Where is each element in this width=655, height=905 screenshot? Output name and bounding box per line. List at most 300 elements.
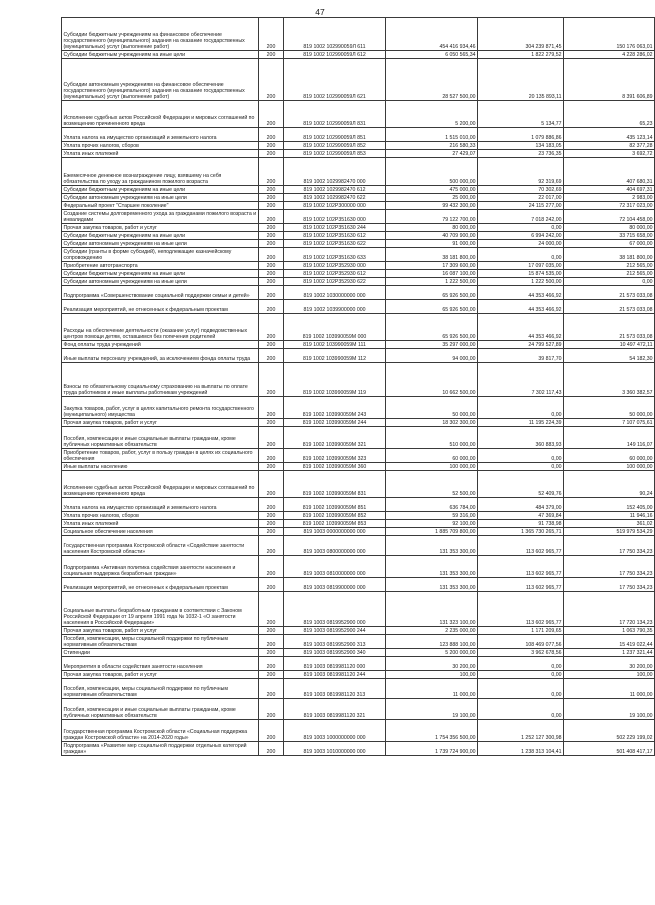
- line-code-cell: 200: [259, 270, 284, 278]
- executed-amount-cell: 108 469 077,56: [478, 635, 564, 649]
- table-row: [62, 742, 655, 756]
- approved-assignments-cell: 510 000,00: [386, 427, 478, 449]
- approved-assignments-cell: 1 739 724 900,00: [386, 742, 478, 756]
- line-code-cell: 200: [259, 671, 284, 679]
- expense-name-cell: Уплата иных платежей: [62, 150, 259, 158]
- executed-amount-cell: 0,00: [478, 699, 564, 720]
- approved-assignments-cell: 500 000,00: [386, 158, 478, 186]
- executed-amount-cell: 1 079 886,86: [478, 128, 564, 142]
- approved-assignments-cell: 19 100,00: [386, 699, 478, 720]
- unexecuted-amount-cell: 3 360 382,57: [564, 363, 655, 397]
- expense-name-cell: Взносы по обязательному социальному страхованию на выплаты по оплате труда работников и иные выплаты работникам учреждений: [62, 363, 259, 397]
- budget-classification-code-cell: 819 1002 102990059Л 852: [284, 142, 386, 150]
- unexecuted-amount-cell: 404 697,31: [564, 186, 655, 194]
- executed-amount-cell: 113 602 965,77: [478, 556, 564, 578]
- expense-name-cell: Пособия, компенсации и иные социальные выплаты гражданам, кроме публичных нормативных обязательств: [62, 427, 259, 449]
- approved-assignments-cell: 65 926 500,00: [386, 314, 478, 341]
- table-row: [62, 202, 655, 210]
- line-code-cell: 200: [259, 720, 284, 742]
- expense-name-cell: Субсидии автономным учреждениям на финансовое обеспечение государственного (муниципального) задания на оказание государственных (муниципальных) услуг (выполнение работ): [62, 59, 259, 101]
- expense-name-cell: Субсидии бюджетным учреждениям на иные цели: [62, 51, 259, 59]
- executed-amount-cell: 1 222 500,00: [478, 278, 564, 286]
- executed-amount-cell: 7 018 242,00: [478, 210, 564, 224]
- line-code-cell: 200: [259, 520, 284, 528]
- budget-classification-code-cell: 819 1003 0819981120 244: [284, 671, 386, 679]
- budget-classification-code-cell: 819 1002 102P352930 000: [284, 262, 386, 270]
- approved-assignments-cell: 1 885 709 800,00: [386, 528, 478, 536]
- unexecuted-amount-cell: 11 946,16: [564, 512, 655, 520]
- page-number: 47: [315, 7, 325, 17]
- line-code-cell: 200: [259, 314, 284, 341]
- budget-classification-code-cell: 819 1002 103990059М 853: [284, 520, 386, 528]
- budget-classification-code-cell: 819 1002 102990059Л 621: [284, 59, 386, 101]
- unexecuted-amount-cell: 212 565,00: [564, 270, 655, 278]
- table-row: [62, 463, 655, 471]
- approved-assignments-cell: 10 662 500,00: [386, 363, 478, 397]
- table-row: [62, 449, 655, 463]
- table-row: [62, 498, 655, 512]
- line-code-cell: 200: [259, 59, 284, 101]
- executed-amount-cell: 484 379,00: [478, 498, 564, 512]
- budget-classification-code-cell: 819 1002 103990059М 852: [284, 512, 386, 520]
- expense-name-cell: Приобретение товаров, работ, услуг в пользу граждан в целях их социального обеспечения: [62, 449, 259, 463]
- expense-name-cell: Прочая закупка товаров, работ и услуг: [62, 419, 259, 427]
- table-row: [62, 300, 655, 314]
- approved-assignments-cell: 16 087 100,00: [386, 270, 478, 278]
- unexecuted-amount-cell: 11 000,00: [564, 679, 655, 699]
- executed-amount-cell: 0,00: [478, 679, 564, 699]
- table-row: [62, 649, 655, 657]
- unexecuted-amount-cell: 212 565,00: [564, 262, 655, 270]
- executed-amount-cell: 23 736,35: [478, 150, 564, 158]
- line-code-cell: 200: [259, 649, 284, 657]
- budget-classification-code-cell: 819 1002 1029982470 000: [284, 158, 386, 186]
- table-row: [62, 427, 655, 449]
- budget-classification-code-cell: 819 1002 102990059Л 831: [284, 101, 386, 128]
- expense-name-cell: Прочая закупка товаров, работ и услуг: [62, 627, 259, 635]
- line-code-cell: 200: [259, 471, 284, 498]
- unexecuted-amount-cell: 82 377,28: [564, 142, 655, 150]
- budget-classification-code-cell: 819 1003 0819952900 340: [284, 649, 386, 657]
- budget-execution-table: [61, 17, 655, 756]
- executed-amount-cell: 0,00: [478, 463, 564, 471]
- expense-name-cell: Уплата налога на имущество организаций и земельного налога: [62, 128, 259, 142]
- executed-amount-cell: 39 817,70: [478, 349, 564, 363]
- unexecuted-amount-cell: 100 000,00: [564, 463, 655, 471]
- table-row: [62, 142, 655, 150]
- expense-name-cell: Ежемесячное денежное вознаграждение лицу, взявшему на себя обязательства по уходу за гражданином пожилого возраста: [62, 158, 259, 186]
- executed-amount-cell: 5 134,77: [478, 101, 564, 128]
- approved-assignments-cell: 80 000,00: [386, 224, 478, 232]
- expense-name-cell: Иные выплаты персоналу учреждений, за исключением фонда оплаты труда: [62, 349, 259, 363]
- table-row: [62, 592, 655, 627]
- unexecuted-amount-cell: 21 573 033,08: [564, 300, 655, 314]
- table-row: [62, 286, 655, 300]
- table-row: [62, 210, 655, 224]
- expense-name-cell: Фонд оплаты труда учреждений: [62, 341, 259, 349]
- executed-amount-cell: 0,00: [478, 449, 564, 463]
- unexecuted-amount-cell: 519 979 534,29: [564, 528, 655, 536]
- unexecuted-amount-cell: 54 182,30: [564, 349, 655, 363]
- expense-name-cell: Исполнение судебных актов Российской Федерации и мировых соглашений по возмещению причиненного вреда: [62, 471, 259, 498]
- unexecuted-amount-cell: 17 720 134,23: [564, 592, 655, 627]
- budget-classification-code-cell: 819 1002 103990059М 243: [284, 397, 386, 419]
- unexecuted-amount-cell: 50 000,00: [564, 397, 655, 419]
- line-code-cell: 200: [259, 536, 284, 556]
- unexecuted-amount-cell: 15 419 022,44: [564, 635, 655, 649]
- line-code-cell: 200: [259, 742, 284, 756]
- executed-amount-cell: 20 135 893,11: [478, 59, 564, 101]
- executed-amount-cell: 24 115 277,00: [478, 202, 564, 210]
- budget-classification-code-cell: 819 1002 102990059Л 851: [284, 128, 386, 142]
- expense-name-cell: Субсидии автономным учреждениям на иные цели: [62, 278, 259, 286]
- line-code-cell: 200: [259, 300, 284, 314]
- budget-classification-code-cell: 819 1003 0810000000 000: [284, 556, 386, 578]
- expense-name-cell: Реализация мероприятий, не отнесенных к федеральным проектам: [62, 578, 259, 592]
- table-row: [62, 578, 655, 592]
- budget-classification-code-cell: 819 1002 102P352930 622: [284, 278, 386, 286]
- unexecuted-amount-cell: 435 123,14: [564, 128, 655, 142]
- executed-amount-cell: 113 602 965,77: [478, 578, 564, 592]
- executed-amount-cell: 0,00: [478, 671, 564, 679]
- line-code-cell: 200: [259, 202, 284, 210]
- budget-classification-code-cell: 819 1003 1000000000 000: [284, 720, 386, 742]
- budget-classification-code-cell: 819 1002 102P351630 622: [284, 240, 386, 248]
- executed-amount-cell: 0,00: [478, 224, 564, 232]
- approved-assignments-cell: 636 784,00: [386, 498, 478, 512]
- budget-classification-code-cell: 819 1003 0819952900 244: [284, 627, 386, 635]
- unexecuted-amount-cell: 30 200,00: [564, 657, 655, 671]
- approved-assignments-cell: 35 297 000,00: [386, 341, 478, 349]
- approved-assignments-cell: 131 353 300,00: [386, 556, 478, 578]
- line-code-cell: 200: [259, 248, 284, 262]
- table-row: [62, 671, 655, 679]
- expense-name-cell: Федеральный проект "Старшее поколение": [62, 202, 259, 210]
- executed-amount-cell: 113 602 965,77: [478, 536, 564, 556]
- unexecuted-amount-cell: 149 116,07: [564, 427, 655, 449]
- executed-amount-cell: 17 097 035,00: [478, 262, 564, 270]
- approved-assignments-cell: 92 100,00: [386, 520, 478, 528]
- line-code-cell: 200: [259, 210, 284, 224]
- approved-assignments-cell: 91 000,00: [386, 240, 478, 248]
- executed-amount-cell: 7 302 117,43: [478, 363, 564, 397]
- approved-assignments-cell: 131 353 300,00: [386, 536, 478, 556]
- approved-assignments-cell: 99 432 300,00: [386, 202, 478, 210]
- approved-assignments-cell: 30 200,00: [386, 657, 478, 671]
- expense-name-cell: Социальное обеспечение населения: [62, 528, 259, 536]
- budget-classification-code-cell: 819 1002 102990059Л 611: [284, 18, 386, 51]
- unexecuted-amount-cell: 3 692,72: [564, 150, 655, 158]
- table-row: [62, 419, 655, 427]
- approved-assignments-cell: 18 302 300,00: [386, 419, 478, 427]
- table-row: [62, 224, 655, 232]
- budget-classification-code-cell: 819 1002 103990059М 321: [284, 427, 386, 449]
- unexecuted-amount-cell: 17 750 334,23: [564, 556, 655, 578]
- table-row: [62, 270, 655, 278]
- budget-classification-code-cell: 819 1002 103990059М 851: [284, 498, 386, 512]
- table-row: [62, 262, 655, 270]
- unexecuted-amount-cell: 4 228 286,02: [564, 51, 655, 59]
- table-row: [62, 314, 655, 341]
- table-row: [62, 101, 655, 128]
- approved-assignments-cell: 131 353 300,00: [386, 578, 478, 592]
- line-code-cell: 200: [259, 627, 284, 635]
- line-code-cell: 200: [259, 240, 284, 248]
- expense-name-cell: Приобретение автотранспорта: [62, 262, 259, 270]
- approved-assignments-cell: 123 888 100,00: [386, 635, 478, 649]
- line-code-cell: 200: [259, 592, 284, 627]
- budget-classification-code-cell: 819 1002 103990059М 323: [284, 449, 386, 463]
- budget-classification-code-cell: 819 1002 102990059Л 612: [284, 51, 386, 59]
- unexecuted-amount-cell: 361,02: [564, 520, 655, 528]
- approved-assignments-cell: 40 709 900,00: [386, 232, 478, 240]
- executed-amount-cell: 44 353 466,92: [478, 286, 564, 300]
- line-code-cell: 200: [259, 363, 284, 397]
- line-code-cell: 200: [259, 528, 284, 536]
- table-row: [62, 248, 655, 262]
- approved-assignments-cell: 2 235 000,00: [386, 627, 478, 635]
- unexecuted-amount-cell: 60 000,00: [564, 449, 655, 463]
- line-code-cell: 200: [259, 51, 284, 59]
- expense-name-cell: Субсидии автономным учреждениям на иные цели: [62, 240, 259, 248]
- approved-assignments-cell: 100,00: [386, 671, 478, 679]
- executed-amount-cell: 3 962 678,56: [478, 649, 564, 657]
- approved-assignments-cell: 65 926 500,00: [386, 300, 478, 314]
- expense-name-cell: Пособия, компенсации, меры социальной поддержки по публичным нормативным обязательствам: [62, 635, 259, 649]
- approved-assignments-cell: 28 527 500,00: [386, 59, 478, 101]
- budget-classification-code-cell: 819 1002 102990059Л 853: [284, 150, 386, 158]
- expense-name-cell: Уплата прочих налогов, сборов: [62, 512, 259, 520]
- budget-classification-code-cell: 819 1002 103990059М 112: [284, 349, 386, 363]
- unexecuted-amount-cell: 17 750 334,23: [564, 536, 655, 556]
- budget-classification-code-cell: 819 1003 0819981120 000: [284, 657, 386, 671]
- expense-name-cell: Исполнение судебных актов Российской Федерации и мировых соглашений по возмещению причиненного вреда: [62, 101, 259, 128]
- expense-name-cell: Субсидии (гранты в форме субсидий), неподлежащие казначейскому сопровождению: [62, 248, 259, 262]
- approved-assignments-cell: 454 416 934,46: [386, 18, 478, 51]
- executed-amount-cell: 0,00: [478, 397, 564, 419]
- line-code-cell: 200: [259, 449, 284, 463]
- line-code-cell: 200: [259, 657, 284, 671]
- executed-amount-cell: 52 409,76: [478, 471, 564, 498]
- budget-classification-code-cell: 819 1003 0819981120 313: [284, 679, 386, 699]
- unexecuted-amount-cell: 38 181 800,00: [564, 248, 655, 262]
- unexecuted-amount-cell: 8 391 606,89: [564, 59, 655, 101]
- table-row: [62, 635, 655, 649]
- line-code-cell: 200: [259, 18, 284, 51]
- unexecuted-amount-cell: 7 107 075,61: [564, 419, 655, 427]
- executed-amount-cell: 134 183,05: [478, 142, 564, 150]
- line-code-cell: 200: [259, 224, 284, 232]
- unexecuted-amount-cell: 72 317 023,00: [564, 202, 655, 210]
- budget-classification-code-cell: 819 1003 0819952900 313: [284, 635, 386, 649]
- approved-assignments-cell: 38 181 800,00: [386, 248, 478, 262]
- budget-classification-code-cell: 819 1002 102P351630 633: [284, 248, 386, 262]
- executed-amount-cell: 92 319,69: [478, 158, 564, 186]
- approved-assignments-cell: 17 309 600,00: [386, 262, 478, 270]
- executed-amount-cell: 22 017,00: [478, 194, 564, 202]
- budget-classification-code-cell: 819 1002 102P351630 244: [284, 224, 386, 232]
- line-code-cell: 200: [259, 463, 284, 471]
- unexecuted-amount-cell: 150 176 063,01: [564, 18, 655, 51]
- expense-name-cell: Социальные выплаты безработным гражданам в соответствии с Законом Российской Федерации от 19 апреля 1991 года № 1032-1 «О занятости населения в Российской Федерации»: [62, 592, 259, 627]
- approved-assignments-cell: 52 500,00: [386, 471, 478, 498]
- line-code-cell: 200: [259, 635, 284, 649]
- line-code-cell: 200: [259, 679, 284, 699]
- approved-assignments-cell: 59 316,00: [386, 512, 478, 520]
- expense-name-cell: Прочая закупка товаров, работ и услуг: [62, 671, 259, 679]
- line-code-cell: 200: [259, 341, 284, 349]
- executed-amount-cell: 1 252 127 300,98: [478, 720, 564, 742]
- budget-classification-code-cell: 819 1003 1010000000 000: [284, 742, 386, 756]
- table-row: [62, 278, 655, 286]
- approved-assignments-cell: 100 000,00: [386, 463, 478, 471]
- approved-assignments-cell: 11 000,00: [386, 679, 478, 699]
- expense-name-cell: Субсидии бюджетным учреждениям на иные цели: [62, 232, 259, 240]
- table-row: [62, 232, 655, 240]
- table-row: [62, 51, 655, 59]
- approved-assignments-cell: 5 200 000,00: [386, 649, 478, 657]
- expense-name-cell: Создание системы долговременного ухода за гражданами пожилого возраста и инвалидами: [62, 210, 259, 224]
- budget-classification-code-cell: 819 1002 1030000000 000: [284, 286, 386, 300]
- expense-name-cell: Подпрограмма «Активная политика содействия занятости населения и социальная поддержка безработных граждан»: [62, 556, 259, 578]
- unexecuted-amount-cell: 0,00: [564, 278, 655, 286]
- table-row: [62, 194, 655, 202]
- table-row: [62, 512, 655, 520]
- table-row: [62, 397, 655, 419]
- unexecuted-amount-cell: 33 715 658,00: [564, 232, 655, 240]
- expense-name-cell: Реализация мероприятий, не отнесенных к федеральным проектам: [62, 300, 259, 314]
- unexecuted-amount-cell: 10 497 472,11: [564, 341, 655, 349]
- budget-classification-code-cell: 819 1003 0819952900 000: [284, 592, 386, 627]
- executed-amount-cell: 304 239 871,45: [478, 18, 564, 51]
- executed-amount-cell: 44 353 466,92: [478, 300, 564, 314]
- approved-assignments-cell: 475 000,00: [386, 186, 478, 194]
- expense-name-cell: Подпрограмма «Развитие мер социальной поддержки отдельных категорий граждан»: [62, 742, 259, 756]
- approved-assignments-cell: 25 000,00: [386, 194, 478, 202]
- table-row: [62, 128, 655, 142]
- line-code-cell: 200: [259, 150, 284, 158]
- table-row: [62, 158, 655, 186]
- table-row: [62, 240, 655, 248]
- executed-amount-cell: 70 302,69: [478, 186, 564, 194]
- unexecuted-amount-cell: 19 100,00: [564, 699, 655, 720]
- expense-name-cell: Субсидии бюджетным учреждениям на иные цели: [62, 186, 259, 194]
- executed-amount-cell: 1 365 730 265,71: [478, 528, 564, 536]
- unexecuted-amount-cell: 21 573 033,08: [564, 314, 655, 341]
- approved-assignments-cell: 94 000,00: [386, 349, 478, 363]
- unexecuted-amount-cell: 152 405,00: [564, 498, 655, 512]
- line-code-cell: 200: [259, 498, 284, 512]
- line-code-cell: 200: [259, 427, 284, 449]
- budget-classification-code-cell: 819 1003 0819900000 000: [284, 578, 386, 592]
- table-row: [62, 349, 655, 363]
- table-row: [62, 536, 655, 556]
- table-row: [62, 679, 655, 699]
- table-row: [62, 528, 655, 536]
- line-code-cell: 200: [259, 186, 284, 194]
- line-code-cell: 200: [259, 128, 284, 142]
- expense-name-cell: Субсидии автономным учреждениям на иные цели: [62, 194, 259, 202]
- executed-amount-cell: 1 171 209,65: [478, 627, 564, 635]
- unexecuted-amount-cell: 1 063 790,35: [564, 627, 655, 635]
- line-code-cell: 200: [259, 232, 284, 240]
- line-code-cell: 200: [259, 578, 284, 592]
- approved-assignments-cell: 131 323 100,00: [386, 592, 478, 627]
- line-code-cell: 200: [259, 142, 284, 150]
- budget-classification-code-cell: 819 1002 102P351630 612: [284, 232, 386, 240]
- executed-amount-cell: 24 799 527,89: [478, 341, 564, 349]
- approved-assignments-cell: 5 200,00: [386, 101, 478, 128]
- executed-amount-cell: 1 822 279,52: [478, 51, 564, 59]
- unexecuted-amount-cell: 1 237 321,44: [564, 649, 655, 657]
- budget-classification-code-cell: 819 1002 102P351630 000: [284, 210, 386, 224]
- expense-name-cell: Уплата иных платежей: [62, 520, 259, 528]
- executed-amount-cell: 6 994 242,00: [478, 232, 564, 240]
- executed-amount-cell: 15 874 535,00: [478, 270, 564, 278]
- approved-assignments-cell: 79 122 700,00: [386, 210, 478, 224]
- unexecuted-amount-cell: 67 000,00: [564, 240, 655, 248]
- expense-name-cell: Субсидии бюджетным учреждениям на финансовое обеспечение государственного (муниципального) задания на оказание государственных (муниципальных) услуг (выполнение работ): [62, 18, 259, 51]
- expense-name-cell: Расходы на обеспечение деятельности (оказание услуг) подведомственных центров помощи детям, оставшимся без попечения родителей: [62, 314, 259, 341]
- expense-name-cell: Пособия, компенсации, меры социальной поддержки по публичным нормативным обязательствам: [62, 679, 259, 699]
- unexecuted-amount-cell: 90,24: [564, 471, 655, 498]
- expense-name-cell: Мероприятия в области содействия занятости населения: [62, 657, 259, 671]
- table-row: [62, 720, 655, 742]
- table-row: [62, 341, 655, 349]
- budget-classification-code-cell: 819 1002 103990059М 244: [284, 419, 386, 427]
- budget-classification-code-cell: 819 1002 103990059М 111: [284, 341, 386, 349]
- budget-classification-code-cell: 819 1002 103990059М 360: [284, 463, 386, 471]
- table-row: [62, 18, 655, 51]
- unexecuted-amount-cell: 80 000,00: [564, 224, 655, 232]
- table-row: [62, 556, 655, 578]
- executed-amount-cell: 11 195 224,39: [478, 419, 564, 427]
- expense-name-cell: Государственная программа Костромской области «Содействие занятости населения Костромской области»: [62, 536, 259, 556]
- line-code-cell: 200: [259, 278, 284, 286]
- executed-amount-cell: 44 353 466,92: [478, 314, 564, 341]
- table-row: [62, 363, 655, 397]
- line-code-cell: 200: [259, 556, 284, 578]
- expense-name-cell: Государственная программа Костромской области «Социальная поддержка граждан Костромской области» на 2014-2020 годы»: [62, 720, 259, 742]
- budget-classification-code-cell: 819 1003 0819981120 321: [284, 699, 386, 720]
- executed-amount-cell: 113 602 965,77: [478, 592, 564, 627]
- executed-amount-cell: 0,00: [478, 657, 564, 671]
- line-code-cell: 200: [259, 286, 284, 300]
- budget-classification-code-cell: 819 1002 103990059М 119: [284, 363, 386, 397]
- budget-classification-code-cell: 819 1003 0000000000 000: [284, 528, 386, 536]
- line-code-cell: 200: [259, 397, 284, 419]
- expense-name-cell: Подпрограмма «Совершенствование социальной поддержки семьи и детей»: [62, 286, 259, 300]
- budget-classification-code-cell: 819 1002 1029982470 612: [284, 186, 386, 194]
- expense-name-cell: Иные выплаты населению: [62, 463, 259, 471]
- unexecuted-amount-cell: 502 229 199,02: [564, 720, 655, 742]
- unexecuted-amount-cell: 21 573 033,08: [564, 286, 655, 300]
- table-row: [62, 657, 655, 671]
- table-row: [62, 627, 655, 635]
- line-code-cell: 200: [259, 699, 284, 720]
- line-code-cell: 200: [259, 419, 284, 427]
- approved-assignments-cell: 6 050 565,34: [386, 51, 478, 59]
- approved-assignments-cell: 1 515 010,00: [386, 128, 478, 142]
- table-row: [62, 59, 655, 101]
- executed-amount-cell: 91 738,98: [478, 520, 564, 528]
- table-row: [62, 520, 655, 528]
- executed-amount-cell: 360 883,93: [478, 427, 564, 449]
- unexecuted-amount-cell: 100,00: [564, 671, 655, 679]
- approved-assignments-cell: 216 580,33: [386, 142, 478, 150]
- approved-assignments-cell: 50 000,00: [386, 397, 478, 419]
- line-code-cell: 200: [259, 349, 284, 363]
